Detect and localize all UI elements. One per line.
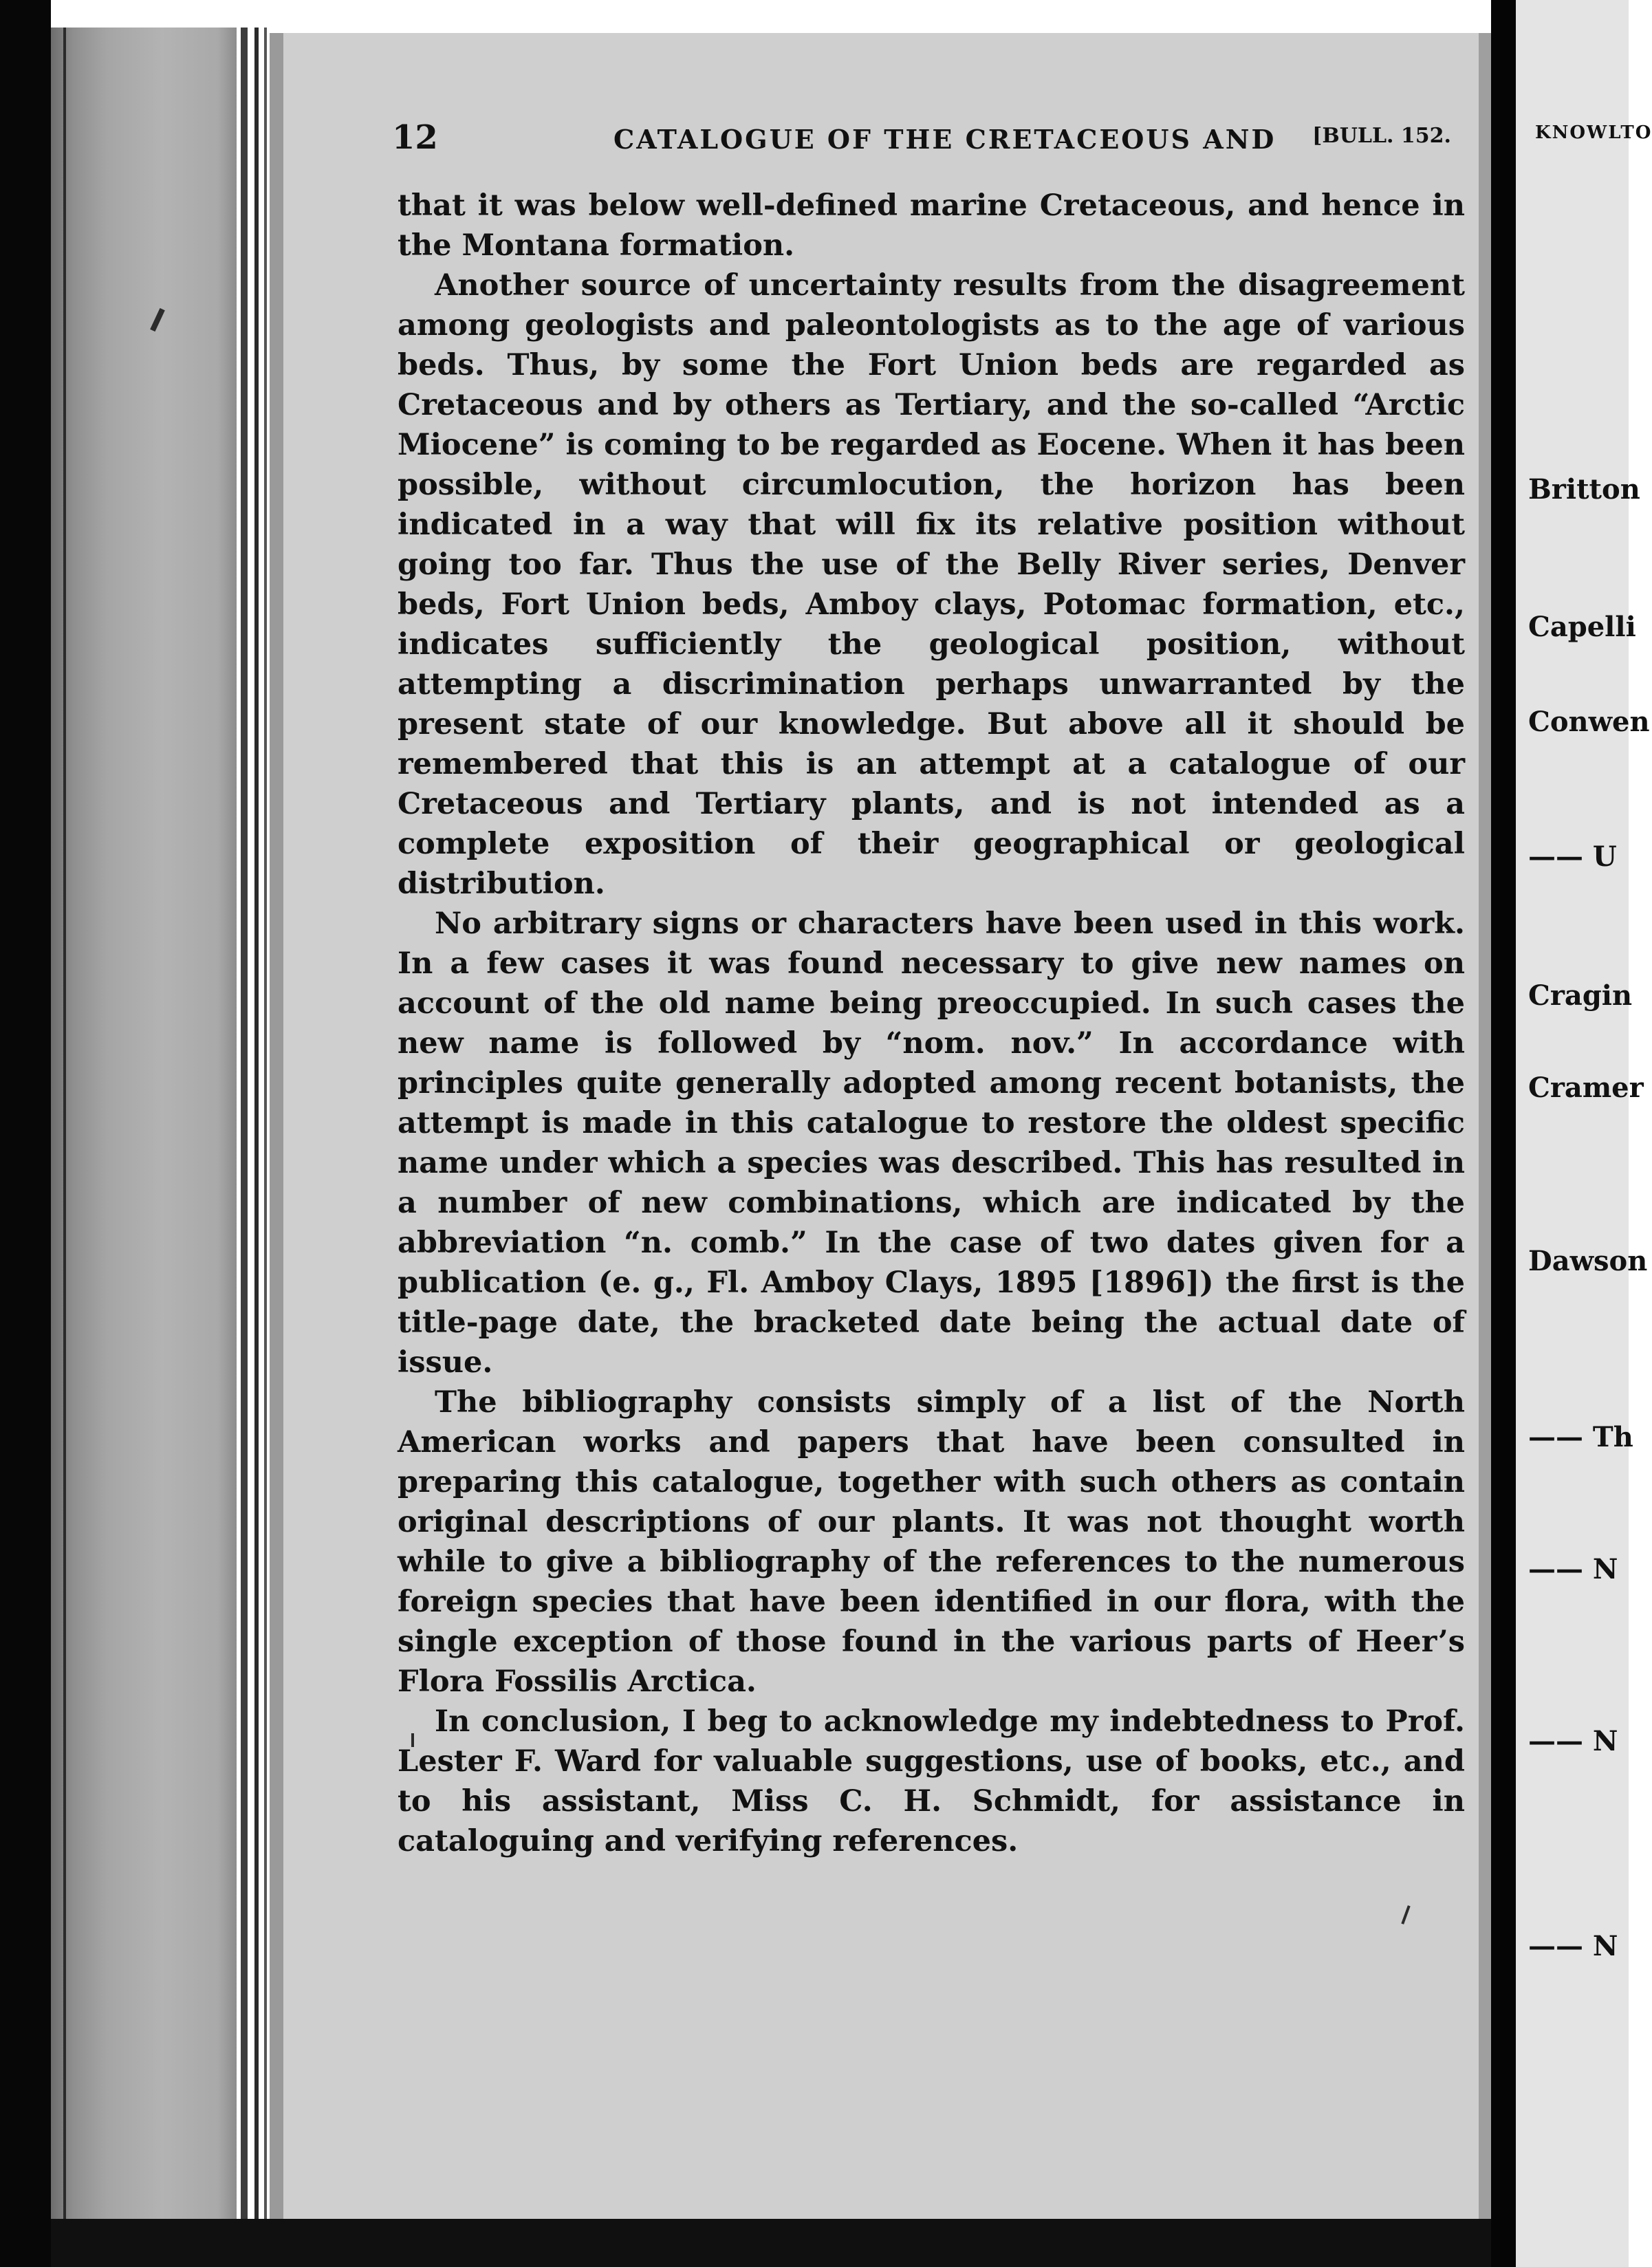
facing-page xyxy=(1516,0,1652,2267)
paragraph: No arbitrary signs or characters have been used in this work. In a few cases it was found necessary to give new names on account of the old name being preoccupied. In such cases the new name is followed by “nom. nov.” In accordance with principles quite generally adopted among recent botanists, the attempt is made in this catalogue to restore the oldest specific name under which a species was described. This has resulted in a number of new combinations, which are indicated by the abbreviation “n. comb.” In the case of two dates given for a publication (e. g., Fl. Amboy Clays, 1895 [1896]) the first is the title-page date, the bracketed date being the actual date of issue. xyxy=(398,907,1465,1380)
facing-page-header: KNOWLTO xyxy=(1535,122,1652,143)
facing-page-entry: Conwen xyxy=(1528,706,1650,738)
facing-page-entry: —— Th xyxy=(1528,1421,1633,1453)
center-divider xyxy=(1491,0,1516,2267)
facing-page-entry: Capelli xyxy=(1528,611,1636,643)
facing-page-entry: Cragin xyxy=(1528,979,1633,1012)
scan-left-margin xyxy=(0,0,51,2267)
facing-page-entry: —— N xyxy=(1528,1930,1618,1962)
facing-page-entry: —— N xyxy=(1528,1725,1618,1757)
gutter-line xyxy=(254,28,259,2222)
paragraph: Another source of uncertainty results from the disagreement among geologists and paleontologists as to the age of various beds. Thus, by some the Fort Union beds are regarded as Cretaceous and by others as Tertiary, and the so-called “Arctic Miocene” is coming to be regarded as Eocene. When it has been possible, without circumlocution, the horizon has been indicated in a way that will fix its relative position without going too far. Thus the use of the Belly River series, Denver beds, Fort Union beds, Amboy clays, Potomac formation, etc., indicates sufficiently the geological position, without attempting a discrimination perhaps unwarranted by the present state of our knowledge. But above all it should be remembered that this is an attempt at a catalogue of our Cretaceous and Tertiary plants, and is not intended as a complete exposition of their geographical or geological distribution. xyxy=(398,268,1465,901)
gutter-line xyxy=(241,28,248,2222)
gutter-line xyxy=(264,28,267,2222)
scan-bottom xyxy=(51,2219,1491,2267)
facing-page-entry: —— N xyxy=(1528,1553,1618,1585)
facing-page-entry: Dawson xyxy=(1528,1245,1648,1277)
page-shadow xyxy=(270,33,283,2219)
paragraph: The bibliography consists simply of a list of the North American works and papers that have been consulted in preparing this catalogue, together with such others as contain original descriptions of our plants. It was not thought worth while to give a bibliography of the references to the numerous foreign species that have been identified in our flora, with the single exception of those found in the various parts of Heer’s Flora Fossilis Arctica. xyxy=(398,1385,1465,1699)
body-text xyxy=(398,186,1465,1861)
facing-page-entry: —— U xyxy=(1528,840,1617,873)
running-title: CATALOGUE OF THE CRETACEOUS AND xyxy=(613,124,1276,155)
gutter-line xyxy=(63,28,66,2222)
running-header xyxy=(392,118,1451,160)
book-edge xyxy=(51,28,237,2222)
facing-page-entry: Cramer xyxy=(1528,1072,1644,1104)
paragraph: that it was below well-defined marine Cretaceous, and hence in the Montana formation. xyxy=(398,188,1465,263)
page-right-edge xyxy=(1479,33,1491,2219)
bulletin-number: [BULL. 152. xyxy=(1312,124,1451,148)
facing-page-entry: Britton xyxy=(1528,473,1640,506)
paragraph: In conclusion, I beg to acknowledge my indebtedness to Prof. Lester F. Ward for valuable suggestions, use of books, etc., and to his assistant, Miss C. H. Schmidt, for assistance in cataloguing and verifying references. xyxy=(398,1704,1465,1858)
page-number: 12 xyxy=(392,118,438,157)
